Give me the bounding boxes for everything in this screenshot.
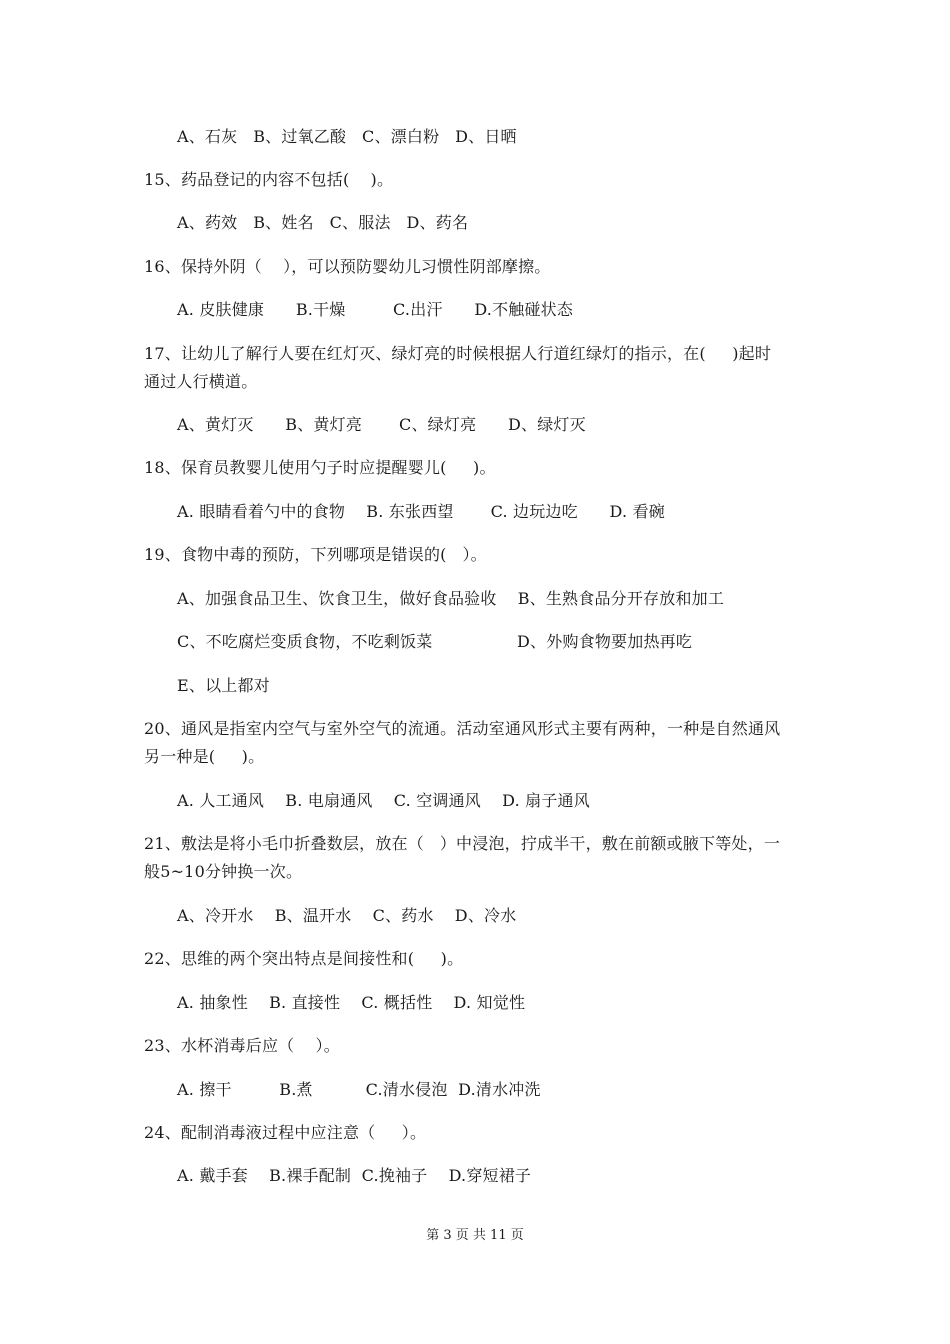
q19-question: 19、食物中毒的预防，下列哪项是错误的( ）。 [144, 545, 487, 564]
q24-question: 24、配制消毒液过程中应注意（ ）。 [144, 1123, 427, 1142]
q20-question-line1: 20、通风是指室内空气与室外空气的流通。活动室通风形式主要有两种，一种是自然通风 [144, 719, 781, 738]
q23-options: A. 擦干 B.煮 C.清水侵泡 D.清水冲洗 [177, 1080, 541, 1099]
q15-options: A、药效 B、姓名 C、服法 D、药名 [177, 213, 469, 232]
q24-options: A. 戴手套 B.裸手配制 C.挽袖子 D.穿短裙子 [177, 1166, 532, 1185]
page-number-footer: 第 3 页 共 11 页 [426, 1228, 524, 1243]
q15-question: 15、药品登记的内容不包括( )。 [144, 170, 394, 189]
q14-options: A、石灰 B、过氧乙酸 C、漂白粉 D、日晒 [177, 127, 517, 146]
q22-options: A. 抽象性 B. 直接性 C. 概括性 D. 知觉性 [177, 993, 526, 1012]
q18-options: A. 眼睛看着勺中的食物 B. 东张西望 C. 边玩边吃 D. 看碗 [177, 502, 665, 521]
q19-options-ab: A、加强食品卫生、饮食卫生，做好食品验收 B、生熟食品分开存放和加工 [177, 589, 725, 608]
q17-question-line1: 17、让幼儿了解行人要在红灯灭、绿灯亮的时候根据人行道红绿灯的指示，在( )起时 [144, 344, 772, 363]
q19-option-e: E、以上都对 [177, 676, 270, 695]
q22-question: 22、思维的两个突出特点是间接性和( )。 [144, 949, 464, 968]
q17-question-line2: 通过人行横道。 [144, 372, 258, 391]
q21-options: A、冷开水 B、温开水 C、药水 D、冷水 [177, 906, 517, 925]
q21-question-line1: 21、敷法是将小毛巾折叠数层，放在（ ）中浸泡，拧成半干，敷在前额或腋下等处，一 [144, 834, 781, 853]
q17-options: A、黄灯灭 B、黄灯亮 C、绿灯亮 D、绿灯灭 [177, 415, 586, 434]
q23-question: 23、水杯消毒后应（ ）。 [144, 1036, 340, 1055]
q21-question-line2: 般5~10分钟换一次。 [144, 862, 303, 881]
q20-question-line2: 另一种是( )。 [144, 747, 265, 766]
q20-options: A. 人工通风 B. 电扇通风 C. 空调通风 D. 扇子通风 [177, 791, 590, 810]
q19-options-cd: C、不吃腐烂变质食物，不吃剩饭菜 D、外购食物要加热再吃 [177, 632, 693, 651]
q16-question: 16、保持外阴（ ），可以预防婴幼儿习惯性阴部摩擦。 [144, 257, 551, 276]
q18-question: 18、保育员教婴儿使用勺子时应提醒婴儿( )。 [144, 458, 496, 477]
q16-options: A. 皮肤健康 B.干燥 C.出汗 D.不触碰状态 [177, 300, 574, 319]
